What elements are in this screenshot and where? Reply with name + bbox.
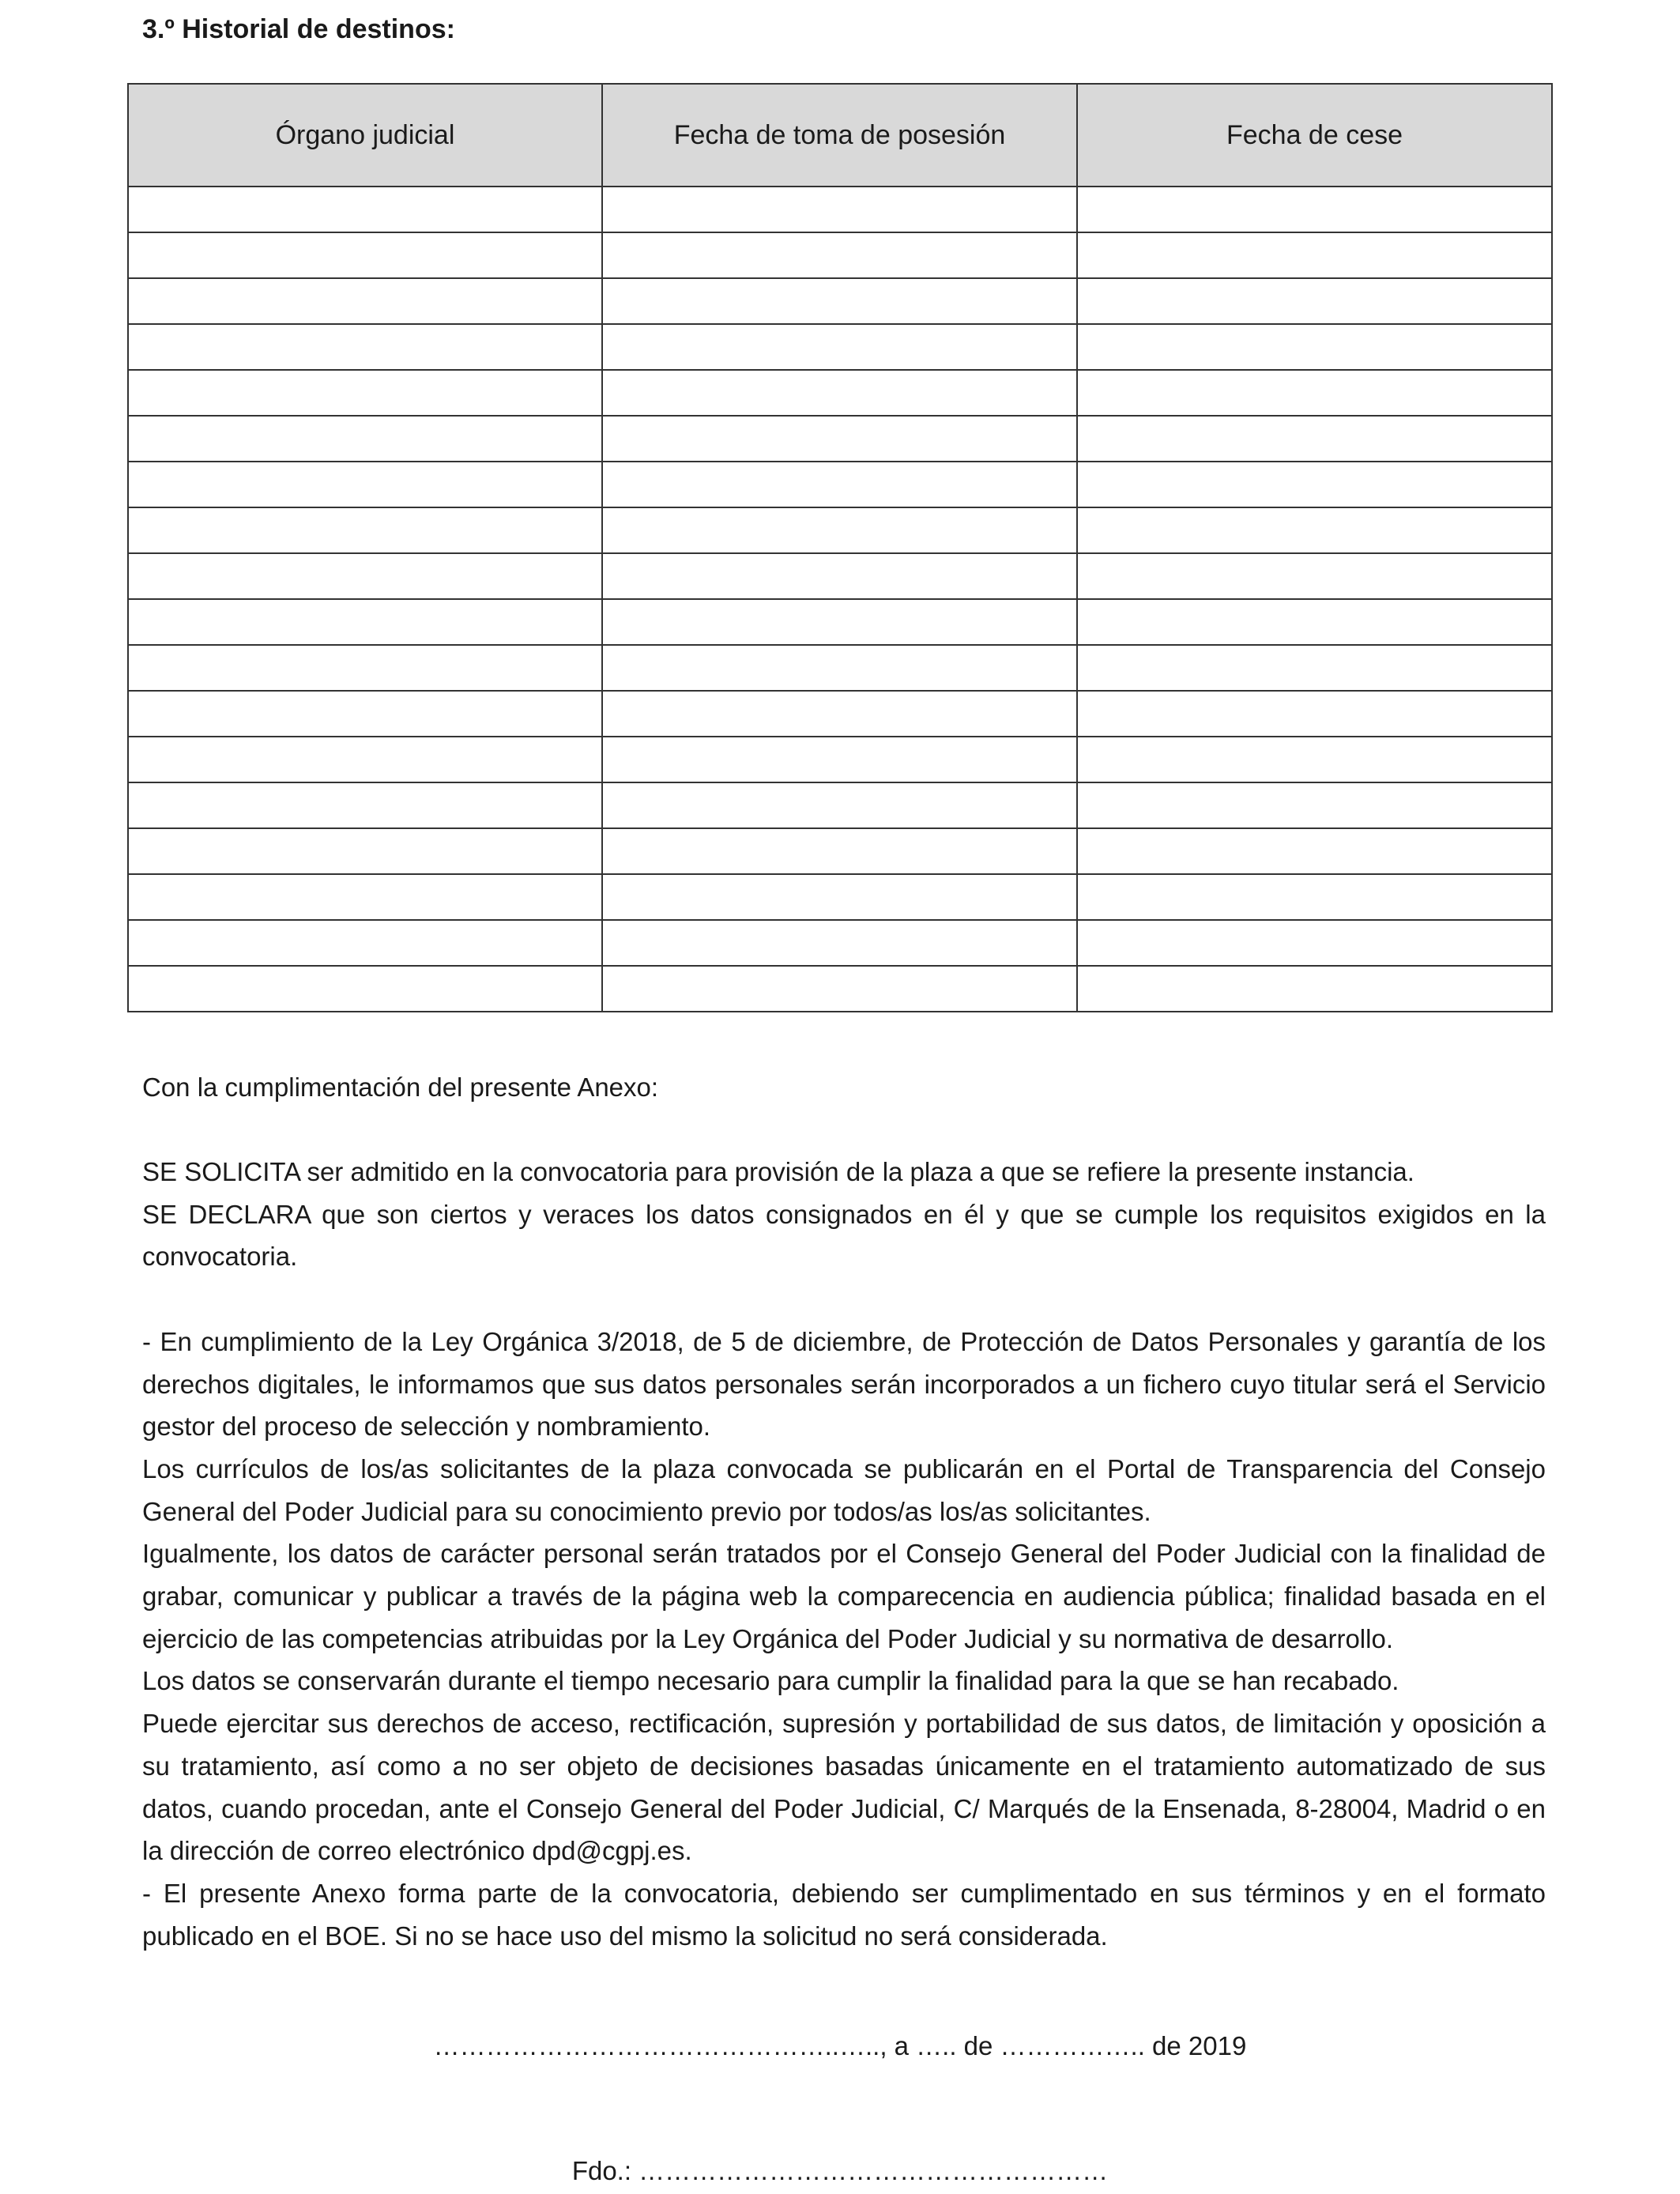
table-cell[interactable] [128, 782, 602, 828]
paragraph: Los currículos de los/as solicitantes de la plaza convocada se publicarán en el Portal de Transparencia del Consejo General del Poder Judicial para su conocimiento previo por todos/as los/as solicitantes. [142, 1453, 1546, 1526]
table-cell[interactable] [128, 874, 602, 920]
header-fecha-toma-posesion: Fecha de toma de posesión [602, 84, 1077, 187]
table-cell[interactable] [602, 966, 1077, 1012]
paragraph: Igualmente, los datos de carácter personal serán tratados por el Consejo General del Poder Judicial con la finalidad de grabar, comunicar y publicar a través de la página web la comparecencia en audiencia pública; finalidad basada en el ejercicio de las competencias atribuidas por la Ley Orgánica del Poder Judicial y su normativa de desarrollo. [142, 1539, 1546, 1653]
table-cell[interactable] [128, 462, 602, 507]
destinos-table [127, 83, 1553, 1012]
table-cell[interactable] [602, 232, 1077, 278]
table-cell[interactable] [1077, 966, 1552, 1012]
table-row [128, 645, 1552, 691]
table-row [128, 324, 1552, 370]
table-cell[interactable] [602, 324, 1077, 370]
table-cell[interactable] [1077, 324, 1552, 370]
table-cell[interactable] [128, 507, 602, 553]
table-row [128, 416, 1552, 462]
header-fecha-cese: Fecha de cese [1077, 84, 1552, 187]
table-cell[interactable] [128, 645, 602, 691]
table-cell[interactable] [1077, 691, 1552, 737]
table-row [128, 691, 1552, 737]
table-cell[interactable] [128, 370, 602, 416]
table-cell[interactable] [128, 966, 602, 1012]
declaration-text [142, 1151, 1546, 1957]
table-cell[interactable] [128, 553, 602, 599]
table-cell[interactable] [128, 691, 602, 737]
table-cell[interactable] [602, 828, 1077, 874]
table-cell[interactable] [602, 553, 1077, 599]
table-cell[interactable] [1077, 920, 1552, 966]
table-cell[interactable] [602, 599, 1077, 645]
table-row [128, 782, 1552, 828]
table-body [128, 187, 1552, 1012]
signature-line: Fdo.: ……………………………………………… [571, 2156, 1109, 2185]
paragraph-spacer [142, 1278, 1546, 1321]
table-cell[interactable] [602, 507, 1077, 553]
table-row [128, 599, 1552, 645]
table-cell[interactable] [1077, 462, 1552, 507]
table-cell[interactable] [602, 691, 1077, 737]
table-cell[interactable] [602, 920, 1077, 966]
table-cell[interactable] [128, 187, 602, 232]
table-row [128, 462, 1552, 507]
table-cell[interactable] [128, 737, 602, 782]
table-row [128, 737, 1552, 782]
table-cell[interactable] [128, 920, 602, 966]
paragraph: Los datos se conservarán durante el tiempo necesario para cumplir la finalidad para la que se han recabado. [142, 1666, 1399, 1696]
intro-line: Con la cumplimentación del presente Anexo: [142, 1072, 659, 1102]
paragraph: SE DECLARA que son ciertos y veraces los datos consignados en él y que se cumple los requisitos exigidos en la convocatoria. [142, 1199, 1546, 1272]
header-organo-judicial: Órgano judicial [128, 84, 602, 187]
table-cell[interactable] [1077, 507, 1552, 553]
paragraph: - El presente Anexo forma parte de la convocatoria, debiendo ser cumplimentado en sus términos y en el formato publicado en el BOE. Si no se hace uso del mismo la solicitud no será considerada. [142, 1878, 1546, 1951]
table-row [128, 874, 1552, 920]
table-row [128, 232, 1552, 278]
table-cell[interactable] [602, 782, 1077, 828]
table-cell[interactable] [602, 737, 1077, 782]
table-cell[interactable] [602, 645, 1077, 691]
table-row [128, 507, 1552, 553]
table-cell[interactable] [602, 187, 1077, 232]
table-cell[interactable] [1077, 828, 1552, 874]
table-row [128, 920, 1552, 966]
table-cell[interactable] [1077, 416, 1552, 462]
intro-text [142, 1066, 1546, 1109]
table-cell[interactable] [602, 874, 1077, 920]
table-cell[interactable] [128, 278, 602, 324]
table-cell[interactable] [128, 828, 602, 874]
table-cell[interactable] [1077, 553, 1552, 599]
table-row [128, 828, 1552, 874]
table-cell[interactable] [1077, 737, 1552, 782]
table-cell[interactable] [1077, 599, 1552, 645]
table-cell[interactable] [1077, 232, 1552, 278]
table-cell[interactable] [128, 324, 602, 370]
table-cell[interactable] [602, 416, 1077, 462]
table-row [128, 370, 1552, 416]
section-title: 3.º Historial de destinos: [142, 14, 455, 44]
table-row [128, 966, 1552, 1012]
table-cell[interactable] [128, 232, 602, 278]
table-cell[interactable] [602, 278, 1077, 324]
table-cell[interactable] [602, 370, 1077, 416]
table-cell[interactable] [128, 599, 602, 645]
table-cell[interactable] [1077, 645, 1552, 691]
table-cell[interactable] [602, 462, 1077, 507]
table-row [128, 187, 1552, 232]
paragraph: - En cumplimiento de la Ley Orgánica 3/2018, de 5 de diciembre, de Protección de Datos Personales y garantía de los derechos digitales, le informamos que sus datos personales serán incorporados a un fichero cuyo titular será el Servicio gestor del proceso de selección y nombramiento. [142, 1326, 1546, 1442]
table-cell[interactable] [1077, 874, 1552, 920]
paragraph: SE SOLICITA ser admitido en la convocatoria para provisión de la plaza a que se refiere la presente instancia. [142, 1157, 1414, 1186]
table-cell[interactable] [1077, 278, 1552, 324]
table-row [128, 278, 1552, 324]
table-row [128, 553, 1552, 599]
table-cell[interactable] [1077, 782, 1552, 828]
table-cell[interactable] [1077, 370, 1552, 416]
place-date-line: ………………………………………..….., a ….. de …………….. de 2019 [433, 2031, 1247, 2060]
table-cell[interactable] [128, 416, 602, 462]
paragraph: Puede ejercitar sus derechos de acceso, rectificación, supresión y portabilidad de sus datos, de limitación y oposición a su tratamiento, así como a no ser objeto de decisiones basadas únicamente en el tratamiento automatizado de sus datos, cuando procedan, ante el Consejo General del Poder Judicial, C/ Marqués de la Ensenada, 8-28004, Madrid o en la dirección de correo electrónico dpd@cgpj.es. [142, 1709, 1546, 1866]
table-cell[interactable] [1077, 187, 1552, 232]
table-header-row [128, 84, 1552, 187]
